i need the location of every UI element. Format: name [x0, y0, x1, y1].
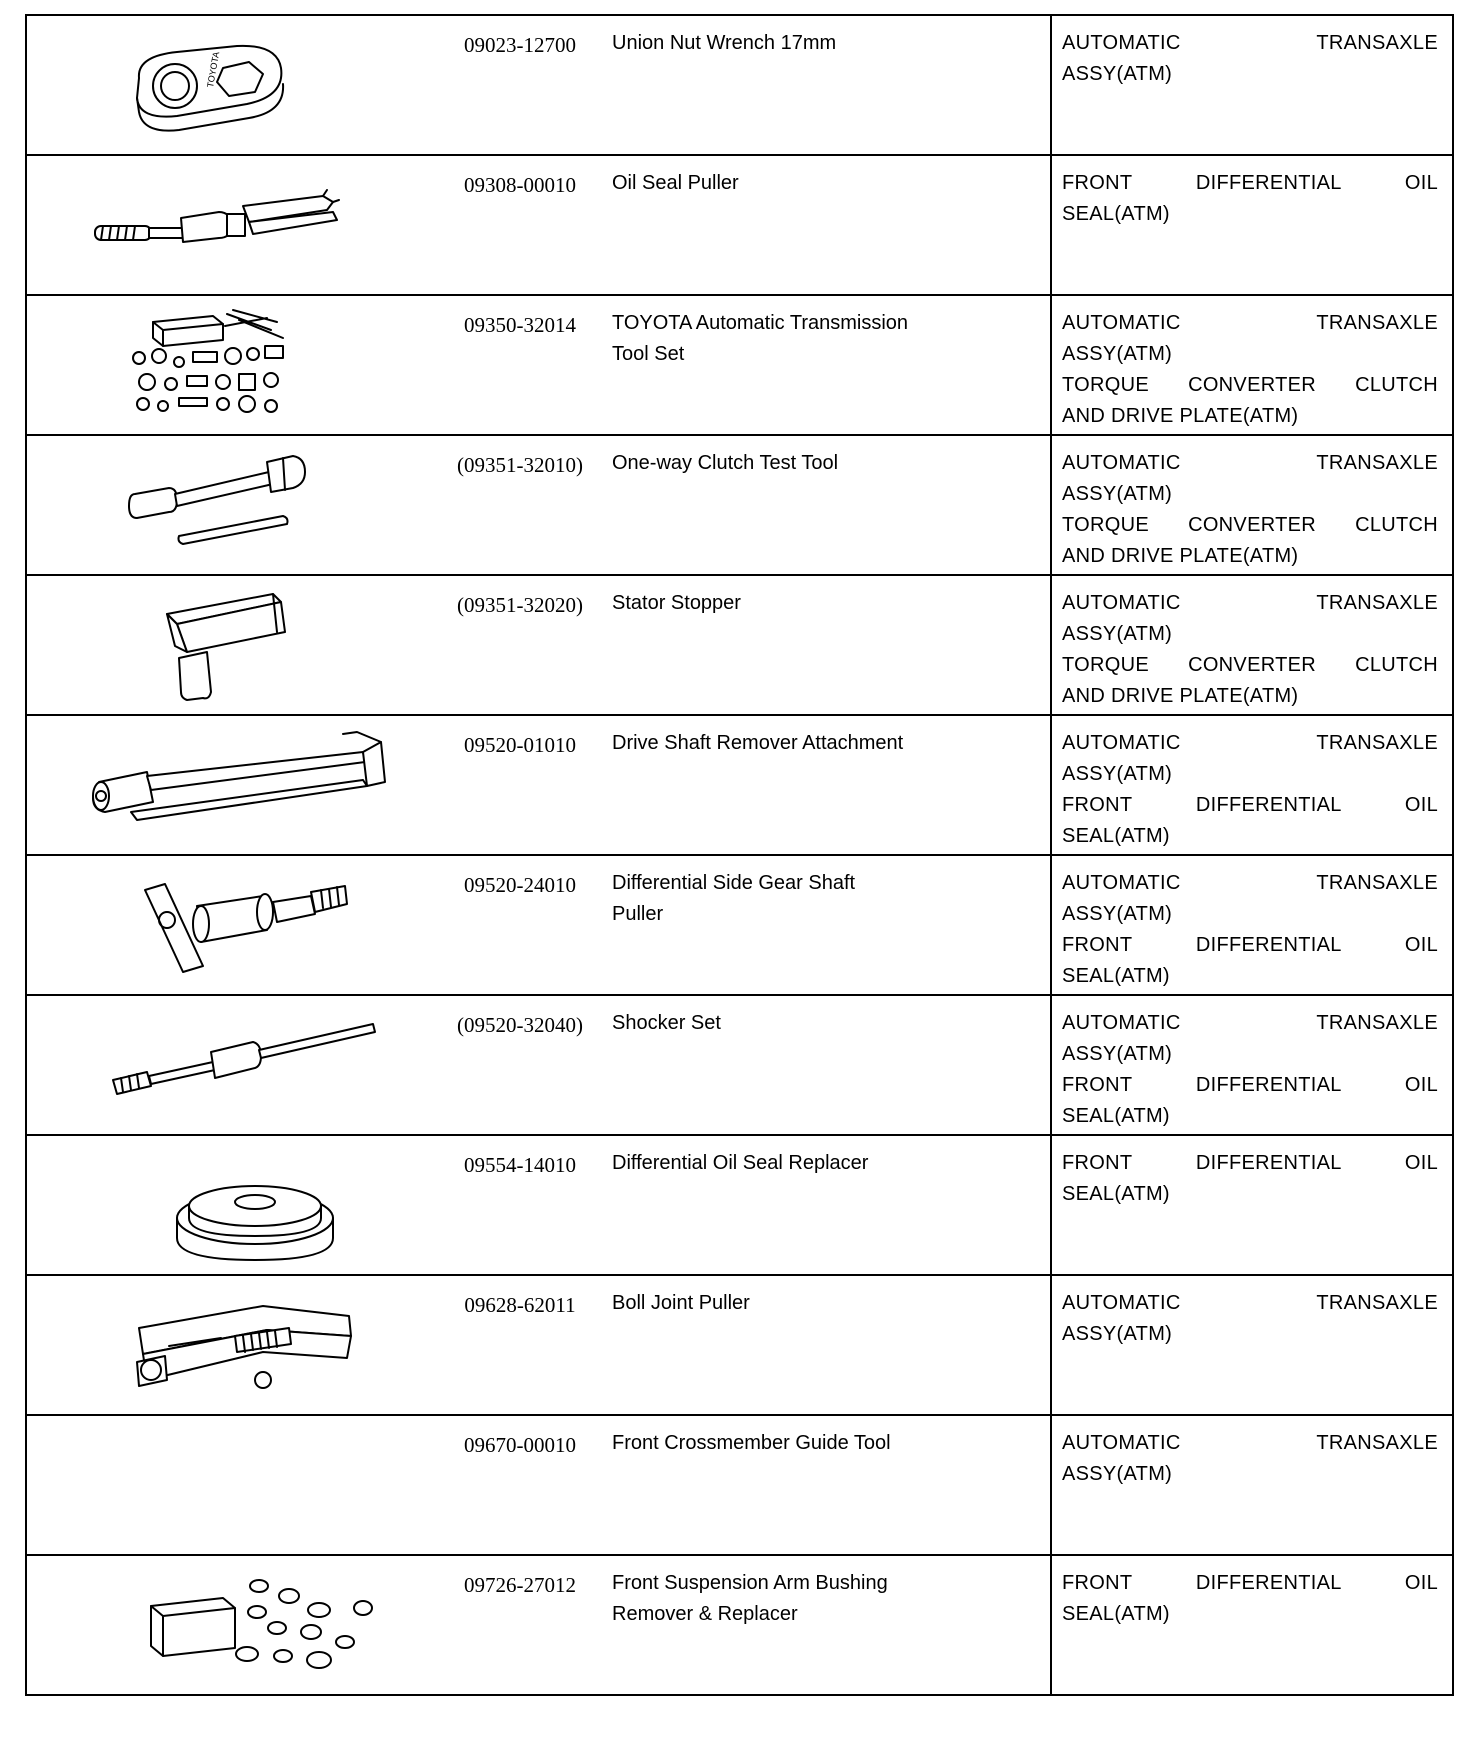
tool-illustration-cell	[26, 1275, 434, 1415]
table-row	[26, 575, 1453, 715]
tool-illustration-cell	[26, 1415, 434, 1555]
usage-line: ASSY(ATM)	[1062, 1323, 1173, 1345]
tool-name: TOYOTA Automatic Transmission Tool Set	[612, 312, 909, 365]
usage-line: TORQUE CONVERTER CLUTCH	[1062, 374, 1438, 396]
part-number-cell	[434, 575, 606, 715]
usage-line: AND DRIVE PLATE(ATM)	[1062, 545, 1299, 567]
tool-illustration-cell	[26, 1555, 434, 1695]
part-number-cell	[434, 715, 606, 855]
tool-name-cell	[606, 1135, 1051, 1275]
usage-line: ASSY(ATM)	[1062, 903, 1173, 925]
tool-illustration-cell	[26, 295, 434, 435]
usage-line: AUTOMATIC TRANSAXLE	[1062, 592, 1438, 614]
usage-line: SEAL(ATM)	[1062, 203, 1170, 225]
usage-line: AUTOMATIC TRANSAXLE	[1062, 32, 1438, 54]
usage-line: SEAL(ATM)	[1062, 1105, 1170, 1127]
tool-name: Front Suspension Arm Bushing Remover & Replacer	[612, 1572, 888, 1625]
tool-name-cell	[606, 1555, 1051, 1695]
tool-name: Drive Shaft Remover Attachment	[612, 732, 904, 754]
tool-name: Stator Stopper	[612, 592, 741, 614]
usage-line: ASSY(ATM)	[1062, 63, 1173, 85]
tool-set-icon	[27, 296, 435, 432]
tool-illustration-cell	[26, 435, 434, 575]
tool-name-cell	[606, 15, 1051, 155]
usage-line: SEAL(ATM)	[1062, 825, 1170, 847]
usage-line: SEAL(ATM)	[1062, 1603, 1170, 1625]
part-number-cell	[434, 15, 606, 155]
usage-cell	[1051, 1555, 1453, 1695]
part-number-cell	[434, 435, 606, 575]
table-row	[26, 715, 1453, 855]
tool-name: Union Nut Wrench 17mm	[612, 32, 837, 54]
usage-line: SEAL(ATM)	[1062, 965, 1170, 987]
usage-line: ASSY(ATM)	[1062, 623, 1173, 645]
tool-name-cell	[606, 715, 1051, 855]
part-number: 09023-12700	[464, 33, 576, 57]
toyota-logo-text: TOYOTA	[205, 50, 222, 89]
usage-line: ASSY(ATM)	[1062, 1043, 1173, 1065]
tool-illustration-cell	[26, 855, 434, 995]
tool-name-cell	[606, 995, 1051, 1135]
table-row	[26, 155, 1453, 295]
usage-line: FRONT DIFFERENTIAL OIL	[1062, 934, 1438, 956]
usage-line: ASSY(ATM)	[1062, 483, 1173, 505]
tool-name: Boll Joint Puller	[612, 1292, 750, 1314]
tool-name-cell	[606, 855, 1051, 995]
usage-line: AUTOMATIC TRANSAXLE	[1062, 1012, 1438, 1034]
part-number-cell	[434, 1275, 606, 1415]
usage-line: AUTOMATIC TRANSAXLE	[1062, 732, 1438, 754]
tool-name: Shocker Set	[612, 1012, 721, 1034]
tool-name-cell	[606, 295, 1051, 435]
part-number: 09350-32014	[464, 313, 576, 337]
usage-line: ASSY(ATM)	[1062, 1463, 1173, 1485]
part-number: (09351-32010)	[457, 453, 583, 477]
tool-name: One-way Clutch Test Tool	[612, 452, 839, 474]
part-number-cell	[434, 995, 606, 1135]
usage-line: FRONT DIFFERENTIAL OIL	[1062, 1074, 1438, 1096]
part-number: 09308-00010	[464, 173, 576, 197]
side-gear-shaft-puller-icon	[27, 856, 435, 992]
usage-line: FRONT DIFFERENTIAL OIL	[1062, 172, 1438, 194]
usage-line: SEAL(ATM)	[1062, 1183, 1170, 1205]
tool-name-cell	[606, 1415, 1051, 1555]
part-number-cell	[434, 295, 606, 435]
part-number-cell	[434, 155, 606, 295]
usage-cell	[1051, 15, 1453, 155]
shocker-set-icon	[27, 996, 435, 1132]
table-row	[26, 1555, 1453, 1695]
oil-seal-replacer-icon	[27, 1136, 435, 1272]
tool-name-cell	[606, 435, 1051, 575]
tool-illustration-cell	[26, 1135, 434, 1275]
part-number: 09726-27012	[464, 1573, 576, 1597]
usage-cell	[1051, 855, 1453, 995]
usage-line: AND DRIVE PLATE(ATM)	[1062, 405, 1299, 427]
tool-illustration-cell	[26, 575, 434, 715]
tool-name: Differential Oil Seal Replacer	[612, 1152, 869, 1174]
usage-line: AUTOMATIC TRANSAXLE	[1062, 312, 1438, 334]
usage-cell	[1051, 575, 1453, 715]
part-number-cell	[434, 1135, 606, 1275]
tool-name: Front Crossmember Guide Tool	[612, 1432, 891, 1454]
table-row	[26, 15, 1453, 155]
table-row	[26, 435, 1453, 575]
usage-cell	[1051, 295, 1453, 435]
usage-cell	[1051, 1415, 1453, 1555]
usage-line: FRONT DIFFERENTIAL OIL	[1062, 1572, 1438, 1594]
tool-illustration-cell	[26, 995, 434, 1135]
special-service-tools-table	[25, 14, 1454, 1696]
usage-line: AUTOMATIC TRANSAXLE	[1062, 1432, 1438, 1454]
tool-illustration-cell	[26, 715, 434, 855]
table-row	[26, 855, 1453, 995]
part-number: (09351-32020)	[457, 593, 583, 617]
usage-line: AUTOMATIC TRANSAXLE	[1062, 1292, 1438, 1314]
usage-cell	[1051, 1135, 1453, 1275]
usage-line: FRONT DIFFERENTIAL OIL	[1062, 1152, 1438, 1174]
tool-name: Differential Side Gear Shaft Puller	[612, 872, 856, 925]
usage-cell	[1051, 995, 1453, 1135]
usage-cell	[1051, 715, 1453, 855]
part-number-cell	[434, 1415, 606, 1555]
tool-illustration-cell	[26, 155, 434, 295]
usage-line: ASSY(ATM)	[1062, 763, 1173, 785]
tool-name-cell	[606, 1275, 1051, 1415]
usage-line: AND DRIVE PLATE(ATM)	[1062, 685, 1299, 707]
table-row	[26, 1415, 1453, 1555]
table-row	[26, 1135, 1453, 1275]
part-number: 09520-24010	[464, 873, 576, 897]
usage-line: ASSY(ATM)	[1062, 343, 1173, 365]
stator-stopper-icon	[27, 576, 435, 712]
part-number: 09670-00010	[464, 1433, 576, 1457]
tool-illustration-cell	[26, 15, 434, 155]
tool-name-cell	[606, 575, 1051, 715]
usage-line: TORQUE CONVERTER CLUTCH	[1062, 514, 1438, 536]
table-row	[26, 995, 1453, 1135]
part-number-cell	[434, 855, 606, 995]
usage-cell	[1051, 1275, 1453, 1415]
clutch-test-tool-icon	[27, 436, 435, 572]
oil-seal-puller-icon	[27, 156, 435, 292]
usage-line: FRONT DIFFERENTIAL OIL	[1062, 794, 1438, 816]
tool-name: Oil Seal Puller	[612, 172, 739, 194]
empty-illustration	[27, 1416, 435, 1552]
table-row	[26, 295, 1453, 435]
usage-cell	[1051, 155, 1453, 295]
usage-line: AUTOMATIC TRANSAXLE	[1062, 872, 1438, 894]
usage-line: TORQUE CONVERTER CLUTCH	[1062, 654, 1438, 676]
bushing-remover-icon	[27, 1556, 435, 1692]
drive-shaft-remover-icon	[27, 716, 435, 852]
part-number: 09628-62011	[464, 1293, 576, 1317]
usage-cell	[1051, 435, 1453, 575]
union-nut-wrench-icon	[27, 16, 435, 152]
tool-name-cell	[606, 155, 1051, 295]
part-number: 09554-14010	[464, 1153, 576, 1177]
part-number: 09520-01010	[464, 733, 576, 757]
usage-line: AUTOMATIC TRANSAXLE	[1062, 452, 1438, 474]
ball-joint-puller-icon	[27, 1276, 435, 1412]
part-number: (09520-32040)	[457, 1013, 583, 1037]
table-row	[26, 1275, 1453, 1415]
part-number-cell	[434, 1555, 606, 1695]
